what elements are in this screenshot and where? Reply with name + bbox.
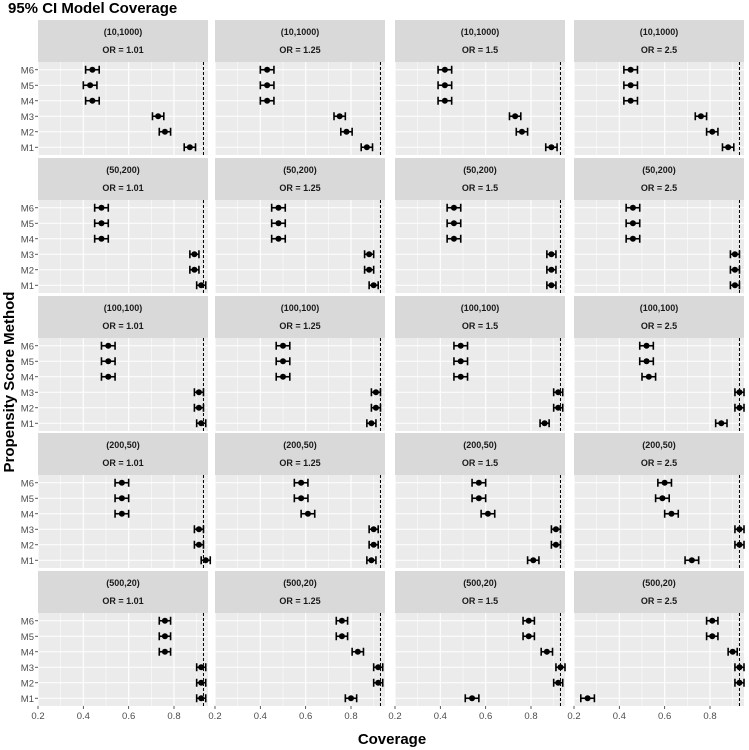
x-tick-label: 0.8 [344,711,358,722]
point-m4 [280,374,286,380]
y-tick-label: M2 [20,678,34,690]
point-m1 [585,695,591,701]
point-m5 [264,82,270,88]
point-m6 [98,205,104,211]
point-m6 [89,67,95,73]
y-tick-label: M5 [20,80,34,92]
strip-label-n: (500,20) [106,578,140,588]
strip-label-or: OR = 1.01 [102,183,144,193]
point-m3 [736,664,742,670]
point-m6 [709,618,715,624]
y-tick-label: M5 [20,356,34,368]
facet-panel [21,20,208,155]
strip-label-or: OR = 1.25 [279,321,321,331]
strip-label-n: (10,1000) [460,27,500,37]
point-m5 [442,82,448,88]
point-m4 [730,649,736,655]
panel-background [215,62,385,155]
x-axis-ticks [31,706,716,722]
point-m4 [544,649,550,655]
y-tick-label: M6 [20,478,34,490]
strip-label-n: (100,100) [460,303,500,313]
point-m2 [371,542,377,548]
point-m3 [155,113,161,119]
strip-label-or: OR = 1.5 [461,458,499,468]
panel-background [38,200,208,293]
strip-label-or: OR = 2.5 [640,45,678,55]
facet-panel [574,571,744,706]
chart-title: 95% CI Model Coverage [8,0,178,17]
facet-panel [215,433,385,568]
point-m1 [187,144,193,150]
point-m2 [366,267,372,273]
y-tick-label: M2 [20,127,34,139]
panel-background [574,338,744,431]
x-tick-label: 0.8 [524,711,538,722]
point-m6 [451,205,457,211]
point-m5 [87,82,93,88]
point-m1 [725,144,731,150]
y-tick-label: M1 [20,418,34,430]
point-m4 [628,98,634,104]
point-m5 [451,220,457,226]
point-m6 [628,67,634,73]
strip-label-n: (10,1000) [639,27,679,37]
x-tick-label: 0.2 [388,711,402,722]
point-m4 [98,236,104,242]
point-m1 [364,144,370,150]
point-m6 [264,67,270,73]
point-m1 [368,420,374,426]
x-tick-label: 0.2 [31,711,45,722]
point-m1 [548,144,554,150]
strip-label-or: OR = 2.5 [640,596,678,606]
point-m6 [630,205,636,211]
point-m5 [659,495,665,501]
y-tick-label: M3 [20,387,34,399]
strip-label-n: (100,100) [639,303,679,313]
point-m1 [530,557,536,563]
facet-panel [395,20,565,155]
strip-label-or: OR = 1.01 [102,321,144,331]
strip-label-or: OR = 1.5 [461,596,499,606]
strip-label-n: (200,50) [106,440,140,450]
x-tick-label: 0.4 [433,711,447,722]
x-tick-label: 0.6 [658,711,672,722]
point-m3 [371,526,377,532]
point-m1 [548,282,554,288]
point-m4 [105,374,111,380]
strip-label-or: OR = 2.5 [640,458,678,468]
point-m1 [368,557,374,563]
strip-label-n: (50,200) [106,165,140,175]
point-m4 [485,511,491,517]
point-m4 [355,649,361,655]
facet-panel [21,433,210,568]
strip-label-n: (10,1000) [280,27,320,37]
point-m6 [119,480,125,486]
point-m3 [732,251,738,257]
point-m4 [630,236,636,242]
point-m4 [119,511,125,517]
point-m1 [542,420,548,426]
strip-label-or: OR = 1.5 [461,321,499,331]
point-m6 [458,343,464,349]
strip-label-n: (50,200) [463,165,497,175]
facet-panels [21,20,744,706]
point-m5 [476,495,482,501]
point-m6 [280,343,286,349]
point-m3 [557,664,563,670]
point-m3 [196,526,202,532]
point-m3 [555,389,561,395]
x-tick-label: 0.8 [703,711,717,722]
strip-label-or: OR = 1.01 [102,596,144,606]
strip-label-or: OR = 1.25 [279,45,321,55]
y-tick-label: M6 [20,616,34,628]
panel-background [395,338,565,431]
panel-background [395,62,565,155]
x-tick-label: 0.4 [253,711,267,722]
point-m2 [736,405,742,411]
point-m3 [198,664,204,670]
point-m3 [548,251,554,257]
panel-background [38,62,208,155]
panel-background [395,200,565,293]
x-tick-label: 0.6 [299,711,313,722]
point-m5 [458,358,464,364]
point-m3 [337,113,343,119]
point-m2 [553,542,559,548]
y-tick-label: M6 [20,65,34,77]
x-tick-label: 0.8 [167,711,181,722]
point-m5 [339,633,345,639]
point-m1 [718,420,724,426]
point-m2 [375,680,381,686]
point-m1 [689,557,695,563]
strip-label-n: (200,50) [463,440,497,450]
point-m4 [442,98,448,104]
x-tick-label: 0.2 [208,711,222,722]
panel-background [215,338,385,431]
point-m5 [630,220,636,226]
facet-panel [21,296,208,431]
point-m3 [196,389,202,395]
panel-background [38,338,208,431]
point-m2 [373,405,379,411]
panel-background [38,475,208,568]
x-tick-label: 0.4 [612,711,626,722]
point-m5 [280,358,286,364]
y-tick-label: M1 [20,555,34,567]
point-m3 [512,113,518,119]
strip-label-or: OR = 1.5 [461,183,499,193]
facet-panel [21,571,208,706]
point-m4 [264,98,270,104]
y-tick-label: M3 [20,524,34,536]
point-m6 [339,618,345,624]
facet-panel [395,158,565,293]
panel-background [574,200,744,293]
facet-panel [395,571,565,706]
facet-panel [395,296,565,431]
panel-background [574,613,744,706]
y-tick-label: M3 [20,662,34,674]
panel-background [215,200,385,293]
point-m1 [348,695,354,701]
point-m4 [275,236,281,242]
panel-background [574,475,744,568]
strip-label-n: (500,20) [463,578,497,588]
y-tick-label: M4 [20,509,34,521]
panel-background [215,475,385,568]
point-m3 [366,251,372,257]
y-tick-label: M6 [20,203,34,215]
strip-label-n: (100,100) [103,303,143,313]
point-m4 [458,374,464,380]
y-tick-label: M3 [20,249,34,261]
y-tick-label: M1 [20,693,34,705]
point-m4 [162,649,168,655]
point-m5 [628,82,634,88]
panel-background [574,62,744,155]
strip-label-or: OR = 1.5 [461,45,499,55]
point-m2 [343,129,349,135]
facet-panel [215,571,385,706]
point-m5 [526,633,532,639]
point-m6 [526,618,532,624]
point-m2 [709,129,715,135]
point-m2 [519,129,525,135]
point-m6 [644,343,650,349]
point-m5 [119,495,125,501]
facet-panel [395,433,565,568]
point-m1 [371,282,377,288]
strip-label-n: (50,200) [283,165,317,175]
strip-label-n: (10,1000) [103,27,143,37]
strip-label-n: (100,100) [280,303,320,313]
point-m2 [555,405,561,411]
point-m1 [732,282,738,288]
point-m2 [191,267,197,273]
point-m6 [662,480,668,486]
point-m6 [298,480,304,486]
strip-label-n: (500,20) [642,578,676,588]
point-m4 [89,98,95,104]
y-tick-label: M3 [20,111,34,123]
point-m5 [298,495,304,501]
facet-panel [215,296,385,431]
point-m1 [203,557,209,563]
point-m3 [553,526,559,532]
y-tick-label: M4 [20,96,34,108]
point-m1 [198,420,204,426]
point-m5 [162,633,168,639]
point-m3 [736,389,742,395]
panel-background [215,613,385,706]
strip-label-or: OR = 1.01 [102,45,144,55]
point-m2 [548,267,554,273]
point-m6 [442,67,448,73]
x-tick-label: 0.6 [479,711,493,722]
point-m4 [646,374,652,380]
strip-label-n: (200,50) [283,440,317,450]
point-m1 [469,695,475,701]
facet-panel [574,296,744,431]
strip-label-or: OR = 1.25 [279,183,321,193]
point-m2 [198,680,204,686]
point-m5 [644,358,650,364]
x-tick-label: 0.6 [122,711,136,722]
x-tick-label: 0.4 [76,711,90,722]
point-m2 [736,542,742,548]
point-m3 [736,526,742,532]
y-tick-label: M4 [20,647,34,659]
point-m4 [668,511,674,517]
strip-label-n: (500,20) [283,578,317,588]
point-m2 [196,405,202,411]
facet-panel [574,158,744,293]
y-tick-label: M5 [20,493,34,505]
point-m4 [451,236,457,242]
point-m1 [198,695,204,701]
y-tick-label: M2 [20,265,34,277]
y-tick-label: M2 [20,403,34,415]
y-tick-label: M1 [20,142,34,154]
strip-label-or: OR = 2.5 [640,183,678,193]
point-m4 [305,511,311,517]
point-m2 [162,129,168,135]
x-axis-title: Coverage [357,731,427,748]
strip-label-or: OR = 1.25 [279,596,321,606]
point-m3 [191,251,197,257]
facet-panel [21,158,208,293]
y-tick-label: M1 [20,280,34,292]
point-m6 [275,205,281,211]
facet-panel [574,20,744,155]
facet-panel [215,20,385,155]
panel-background [38,613,208,706]
point-m5 [709,633,715,639]
y-tick-label: M5 [20,631,34,643]
point-m1 [198,282,204,288]
point-m6 [105,343,111,349]
point-m3 [698,113,704,119]
x-tick-label: 0.2 [567,711,581,722]
y-tick-label: M4 [20,372,34,384]
strip-label-n: (50,200) [642,165,676,175]
point-m2 [555,680,561,686]
point-m6 [162,618,168,624]
y-axis-title: Propensity Score Method [1,291,18,473]
point-m3 [373,389,379,395]
strip-label-n: (200,50) [642,440,676,450]
point-m5 [98,220,104,226]
point-m2 [736,680,742,686]
panel-background [395,613,565,706]
strip-label-or: OR = 1.01 [102,458,144,468]
y-tick-label: M4 [20,234,34,246]
facet-panel [215,158,385,293]
panel-background [395,475,565,568]
y-tick-label: M6 [20,341,34,353]
point-m5 [275,220,281,226]
point-m2 [196,542,202,548]
strip-label-or: OR = 1.25 [279,458,321,468]
point-m3 [375,664,381,670]
strip-label-or: OR = 2.5 [640,321,678,331]
y-tick-label: M5 [20,218,34,230]
point-m5 [105,358,111,364]
point-m6 [476,480,482,486]
facet-panel [574,433,744,568]
point-m2 [732,267,738,273]
y-tick-label: M2 [20,540,34,552]
